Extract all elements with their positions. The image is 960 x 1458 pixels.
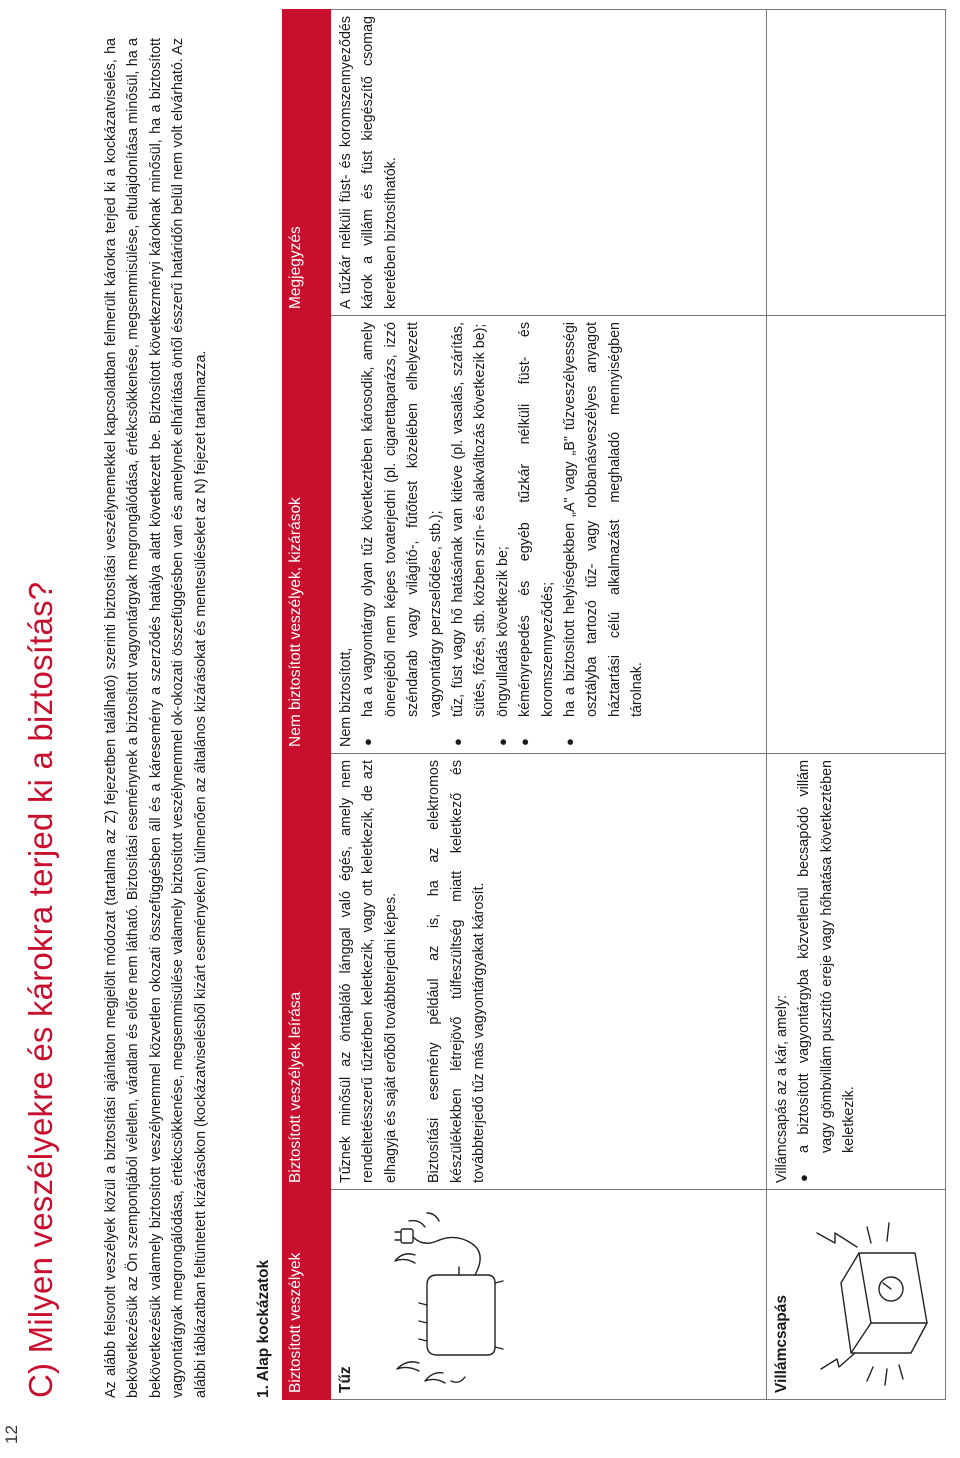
lightning-box-icon: [811, 1203, 931, 1393]
peril-name: Tűz: [337, 1366, 354, 1393]
toaster-fire-icon: [375, 1203, 515, 1393]
description-cell: [767, 754, 946, 1190]
list-item: ● tűz, füst vagy hő hatásának van kitéve (pl. vasalás, szárítás, sütés, főzés, stb. közben szín- és alakváltozás következik be);: [447, 322, 492, 747]
header-description: Biztosított veszélyek leírása: [283, 754, 331, 1190]
page-title: C) Milyen veszélyekre és károkra terjed ki a biztosítás?: [22, 581, 60, 1398]
list-item: ● ha a vagyontárgy olyan tűz következtében károsodik, amely önerejéből nem képes tovaterjedni (pl. cigarettaparázs, izzó széndarab vagy világító-, fűtőtest közelében elhelyezett vagyontárgy perzselődése, stb.);: [357, 322, 447, 747]
list-item: ● öngyulladás következik be;: [492, 322, 514, 747]
table-row: [767, 10, 946, 1400]
description-text: Tűznek minősül az öntápláló lánggal való égés, amely nem rendeltetésszerű tűztérben keletkezik, vagy ott keletkezik, de azt elhagyja és saját erőből továbbterjedni képes.: [338, 760, 399, 1183]
exclusions-list: [357, 322, 648, 747]
description-list: [793, 760, 860, 1183]
notes-cell: [767, 10, 946, 316]
description-cell: [331, 754, 767, 1190]
header-notes: Megjegyzés: [283, 10, 331, 316]
list-item: ● kéményrepedés és egyéb tűzkár nélküli füst- és koromszennyeződés;: [514, 322, 559, 747]
note-text: A tűzkár nélküli füst- és koromszennyeződés károk a villám és füst kiegészítő csomag keretében biztosíthatók.: [338, 16, 399, 309]
exclusions-cell: [331, 316, 767, 754]
section-title: 1. Alap kockázatok: [255, 1259, 272, 1398]
exclusions-intro: Nem biztosított,: [338, 647, 354, 747]
page-number: 12: [2, 1425, 21, 1444]
exclusions-cell: [767, 316, 946, 754]
peril-name: Villámcsapás: [773, 1295, 790, 1393]
peril-cell: [331, 1190, 767, 1400]
header-exclusions: Nem biztosított veszélyek, kizárások: [283, 316, 331, 754]
description-text: Villámcsapás az a kár, amely:: [774, 994, 790, 1183]
header-insured-perils: Biztosított veszélyek: [283, 1190, 331, 1400]
coverage-table: [282, 9, 946, 1400]
list-item: ● ha a biztosított helyiségekben „A" vagy „B" tűzveszélyességi osztályba tartozó tűz- vagy robbanásveszélyes anyagot háztartási célú alkalmazást meghaladó mennyiségben tárolnak.: [559, 322, 649, 747]
table-header-row: [283, 10, 331, 1400]
intro-paragraph: Az alább felsorolt veszélyek közül a biztosítási ajánlaton megjelölt módozat (tartalma az Z) fejezetben található) szerinti biztosítási veszélynemekkel kapcsolatban felmerült károkra terjed ki a kockázatviselés, ha bekövetkezésük az Ön szempontjából véletlen, váratlan és előre nem látható. Biztosítási eseménynek a biztosított vagyontárgyak megrongálódása, értékcsökkenése, megsemmisülése, eltulajdonítása minősül, ha a bekövetkezésük valamely biztosított veszélynemmel közvetlen okozati összefüggésben áll és a káresemény a szerződés hatálya alatt következett be. Biztosított következményi károknak minősül, ha a biztosított vagyontárgyak megrongálódása, értékcsökkenése, megsemmisülése valamely biztosított veszélynemmel ok-okozati összefüggésben van és amelynek elhárítása öntől ésszerű határidőn belül nem volt elvárható. Az alábbi táblázatban feltüntetett kizárásokon (kockázatviselésből kizárt eseményeken) túlmenően az általános kizárásokat és mentesüléseket az N) fejezet tartalmazza.: [103, 38, 209, 1398]
intro-text: [100, 38, 212, 1398]
notes-cell: [331, 10, 767, 316]
list-item: ● a biztosított vagyontárgyba közvetlenül becsapódó villám vagy gömbvillám pusztító ereje vagy hőhatása következtében keletkezik.: [793, 760, 860, 1183]
table-row: [331, 10, 767, 1400]
description-text: Biztosítási esemény például az is, ha az elektromos készülékekben létrejövő túlfeszültség miatt keletkező és továbbterjedő tűz más vagyontárgyakat károsít.: [426, 760, 488, 1183]
peril-cell: [767, 1190, 946, 1400]
